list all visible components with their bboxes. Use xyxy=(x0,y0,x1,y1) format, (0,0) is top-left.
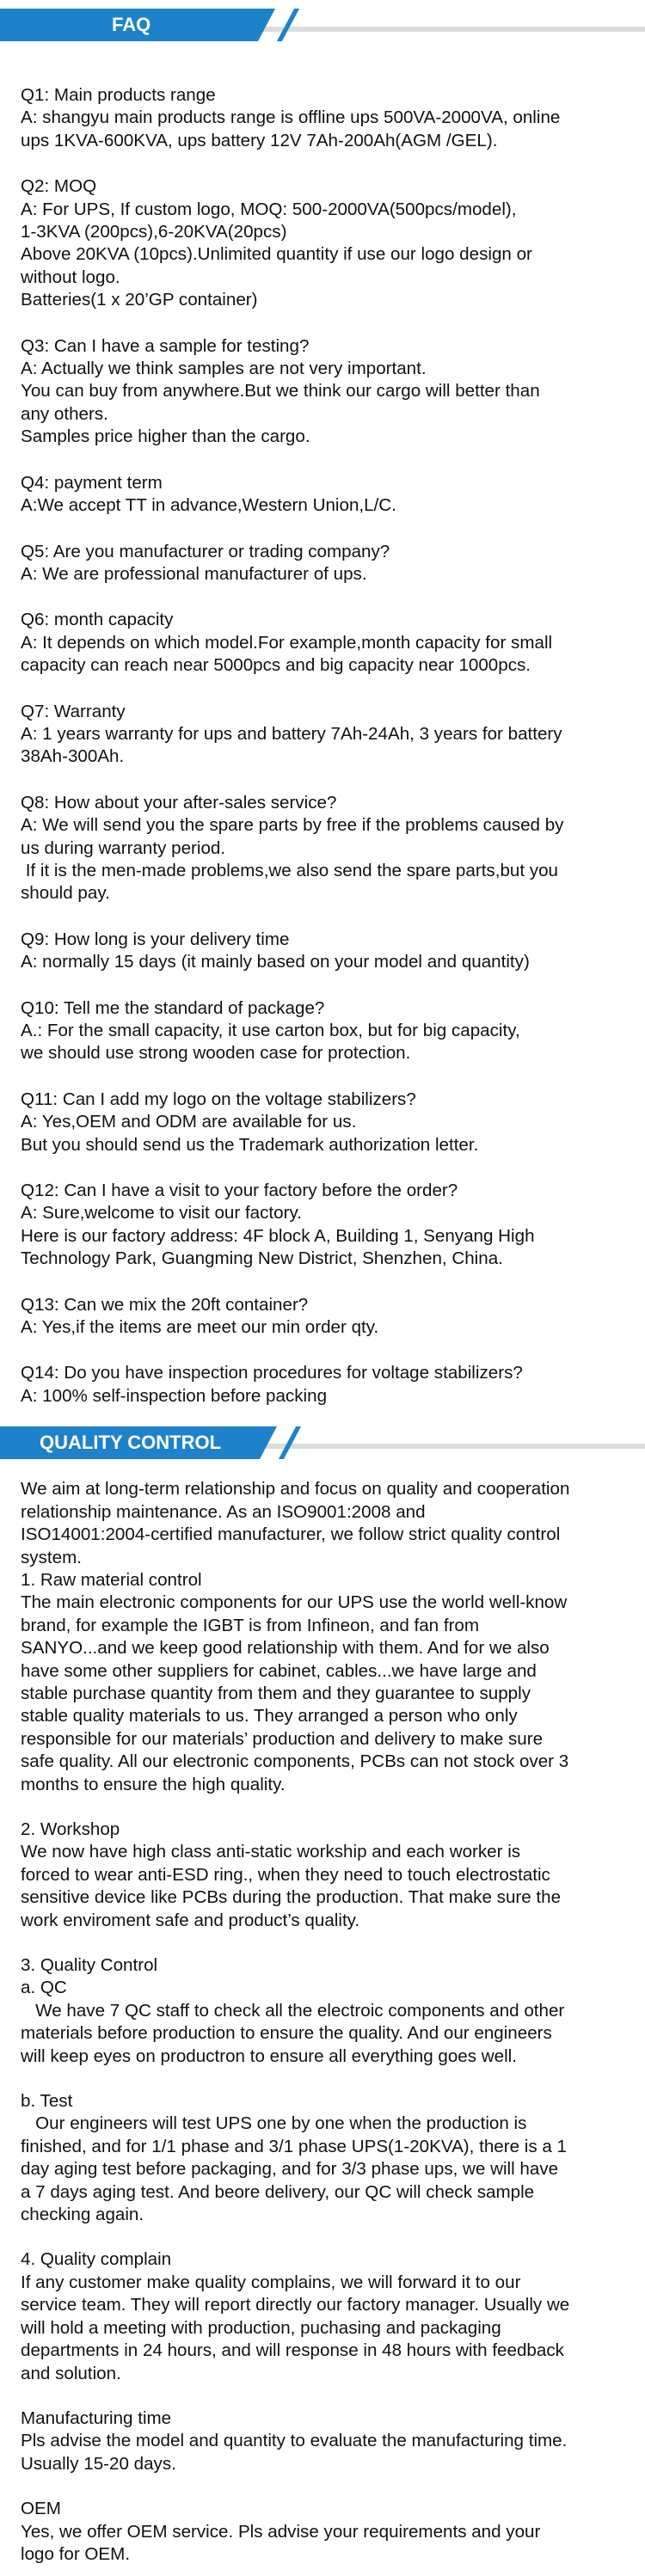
qc-subheading: OEM xyxy=(21,2499,61,2519)
qc-paragraph xyxy=(21,1478,630,1796)
question: Q11: Can I add my logo on the voltage stabilizers? xyxy=(21,1089,416,1109)
qc-text-line: responsible for our materials’ production and delivery to make sure xyxy=(21,1728,544,1749)
answer-line: Samples price higher than the cargo. xyxy=(21,426,310,447)
qc-text-line: stable purchase quantity from them and they guarantee to supply xyxy=(21,1683,531,1703)
qc-paragraph xyxy=(21,2248,630,2384)
qc-subheading: Manufacturing time xyxy=(21,2407,172,2428)
answer-line: without logo. xyxy=(21,267,120,287)
qc-text-line: system. xyxy=(21,1547,82,1567)
qc-text-line: finished, and for 1/1 phase and 3/1 phase UPS(1-20KVA), there is a 1 xyxy=(21,2136,567,2156)
qc-paragraph xyxy=(21,1954,630,2068)
qc-subheading: b. Test xyxy=(21,2091,73,2112)
answer-line: A: Yes,if the items are meet our min order qty. xyxy=(21,1317,379,1338)
faq-item xyxy=(21,997,630,1065)
header-accent-stripe xyxy=(277,9,299,41)
qc-text-line: We aim at long-term relationship and focus on quality and cooperation xyxy=(21,1479,570,1500)
faq-list xyxy=(0,84,645,1408)
answer-line: we should use strong wooden case for protection. xyxy=(21,1043,411,1064)
qc-text-line: safe quality. All our electronic components, PCBs can not stock over 3 xyxy=(21,1751,569,1772)
faq-item xyxy=(21,1089,630,1156)
faq-item xyxy=(21,792,630,905)
answer-line: You can buy from anywhere.But we think our cargo will better than xyxy=(21,381,540,402)
question: Q8: How about your after-sales service? xyxy=(21,792,337,813)
question: Q14: Do you have inspection procedures for voltage stabilizers? xyxy=(21,1363,523,1383)
qc-text-line: brand, for example the IGBT is from Infineon, and fan from xyxy=(21,1615,480,1635)
faq-title: FAQ xyxy=(112,14,151,35)
question: Q3: Can I have a sample for testing? xyxy=(21,335,310,356)
qc-subheading: 1. Raw material control xyxy=(21,1569,202,1590)
question: Q10: Tell me the standard of package? xyxy=(21,997,325,1018)
answer-line: 38Ah-300Ah. xyxy=(21,746,125,767)
answer-line: A: 100% self-inspection before packing xyxy=(21,1385,328,1406)
qc-text-line: We now have high class anti-static workship and each worker is xyxy=(21,1842,521,1862)
qc-text-line: logo for OEM. xyxy=(21,2543,131,2564)
qc-text-line: service team. They will report directly our factory manager. Usually we xyxy=(21,2295,570,2315)
answer-line: Batteries(1 x 20’GP container) xyxy=(21,290,258,310)
qc-text-line: Yes, we offer OEM service. Pls advise your requirements and your xyxy=(21,2521,541,2542)
faq-item xyxy=(21,701,630,769)
question: Q2: MOQ xyxy=(21,176,97,197)
faq-item xyxy=(21,1362,630,1408)
answer-line: A: Sure,welcome to visit our factory. xyxy=(21,1203,302,1224)
question: Q1: Main products range xyxy=(21,85,216,105)
answer-line: any others. xyxy=(21,403,108,424)
qc-text-line: a 7 days aging test. And beore delivery, our QC will check sample xyxy=(21,2181,535,2202)
qc-text-line: ISO14001:2004-certified manufacturer, we follow strict quality control xyxy=(21,1524,561,1545)
answer-line: A:We accept TT in advance,Western Union,L/C. xyxy=(21,495,396,516)
qc-text-line: work enviroment safe and product’s quality. xyxy=(21,1910,360,1930)
answer-line: A: Yes,OEM and ODM are available for us. xyxy=(21,1112,357,1132)
faq-item xyxy=(21,609,630,677)
question: Q4: payment term xyxy=(21,472,163,493)
qc-text-line: have some other suppliers for cabinet, cables...we have large and xyxy=(21,1660,537,1681)
answer-line: ups 1KVA-600KVA, ups battery 12V 7Ah-200Ah(AGM /GEL). xyxy=(21,130,498,150)
qc-subheading: 4. Quality complain xyxy=(21,2249,172,2270)
qc-text-line: will keep eyes on productron to ensure all everything goes well. xyxy=(21,2045,517,2066)
qc-text-line: The main electronic components for our UPS use the world well-know xyxy=(21,1592,568,1613)
question: Q12: Can I have a visit to your factory before the order? xyxy=(21,1181,458,1201)
qc-text-line: stable quality materials to us. They arranged a person who only xyxy=(21,1706,518,1727)
answer-line: us during warranty period. xyxy=(21,837,226,858)
qc-subheading: 3. Quality Control xyxy=(21,1955,158,1975)
answer-line: A: We are professional manufacturer of ups. xyxy=(21,563,367,584)
answer-line: 1-3KVA (200pcs),6-20KVA(20pcs) xyxy=(21,222,287,242)
qc-text-line: day aging test before packaging, and for 3/3 phase ups, we will have xyxy=(21,2159,559,2180)
qc-text-line: departments in 24 hours, and will response in 48 hours with feedback xyxy=(21,2340,564,2361)
qc-text-line: relationship maintenance. As an ISO9001:2008 and xyxy=(21,1501,426,1522)
question: Q5: Are you manufacturer or trading company? xyxy=(21,541,390,561)
qc-text-line: materials before production to ensure the quality. And our engineers xyxy=(21,2023,552,2044)
answer-line: Above 20KVA (10pcs).Unlimited quantity if use our logo design or xyxy=(21,244,532,265)
question: Q13: Can we mix the 20ft container? xyxy=(21,1294,309,1315)
question: Q6: month capacity xyxy=(21,610,174,630)
answer-line: A: Actually we think samples are not very important. xyxy=(21,359,427,379)
qc-text-line: If any customer make quality complains, we will forward it to our xyxy=(21,2272,521,2292)
answer-line: If it is the men-made problems,we also send the spare parts,but you xyxy=(21,860,558,880)
answer-line: A: We will send you the spare parts by free if the problems caused by xyxy=(21,815,564,836)
qc-text-line: checking again. xyxy=(21,2205,144,2225)
qc-text-line: months to ensure the high quality. xyxy=(21,1774,286,1794)
answer-line: But you should send us the Trademark authorization letter. xyxy=(21,1134,479,1155)
faq-item xyxy=(21,1294,630,1340)
qc-paragraph xyxy=(21,2090,630,2226)
faq-item xyxy=(21,175,630,311)
qc-text-line: Our engineers will test UPS one by one when the production is xyxy=(21,2113,527,2134)
qc-text-line: Pls advise the model and quantity to evaluate the manufacturing time. xyxy=(21,2431,568,2451)
qc-text-line: forced to wear anti-ESD ring., when they need to touch electrostatic xyxy=(21,1864,550,1885)
faq-section-header xyxy=(0,9,645,46)
qc-paragraph xyxy=(21,2498,630,2566)
faq-item xyxy=(21,84,630,152)
answer-line: A: For UPS, If custom logo, MOQ: 500-2000VA(500pcs/model), xyxy=(21,199,517,219)
faq-title-tab xyxy=(0,9,258,41)
qc-text-line: and solution. xyxy=(21,2363,121,2383)
quality-control-title: QUALITY CONTROL xyxy=(40,1432,222,1454)
qc-paragraph xyxy=(21,2407,630,2475)
qc-text-line: Usually 15-20 days. xyxy=(21,2453,176,2474)
header-accent-stripe xyxy=(279,1426,301,1459)
answer-line: A: It depends on which model.For example,month capacity for small xyxy=(21,632,553,653)
qc-subheading: 2. Workshop xyxy=(21,1819,120,1839)
answer-line: A.: For the small capacity, it use carton box, but for big capacity, xyxy=(21,1021,520,1040)
answer-line: A: 1 years warranty for ups and battery 7Ah-24Ah, 3 years for battery xyxy=(21,723,562,744)
answer-line: Technology Park, Guangming New District, Shenzhen, China. xyxy=(21,1248,503,1269)
qc-text-line: will hold a meeting with production, puchasing and packaging xyxy=(21,2317,501,2338)
faq-item xyxy=(21,541,630,586)
answer-line: capacity can reach near 5000pcs and big capacity near 1000pcs. xyxy=(21,655,531,676)
answer-line: should pay. xyxy=(21,883,110,904)
answer-line: A: shangyu main products range is offline ups 500VA-2000VA, online xyxy=(21,107,561,128)
faq-item xyxy=(21,1180,630,1271)
quality-control-title-tab xyxy=(0,1426,260,1459)
faq-item xyxy=(21,335,630,449)
faq-item xyxy=(21,472,630,518)
qc-text-line: SANYO...and we keep good relationship with them. And for we also xyxy=(21,1638,550,1659)
answer-line: A: normally 15 days (it mainly based on your model and quantity) xyxy=(21,952,530,972)
qc-paragraph xyxy=(21,1819,630,1932)
qc-subheading: a. QC xyxy=(21,1978,67,1998)
question: Q9: How long is your delivery time xyxy=(21,929,290,949)
qc-text-line: We have 7 QC staff to check all the electroic components and other xyxy=(21,2000,565,2021)
quality-control-section-header xyxy=(0,1425,645,1463)
answer-line: Here is our factory address: 4F block A, Building 1, Senyang High xyxy=(21,1225,535,1246)
qc-text-line: sensitive device like PCBs during the production. That make sure the xyxy=(21,1887,562,1908)
quality-control-body xyxy=(0,1478,645,2566)
question: Q7: Warranty xyxy=(21,701,126,721)
faq-item xyxy=(21,929,630,974)
